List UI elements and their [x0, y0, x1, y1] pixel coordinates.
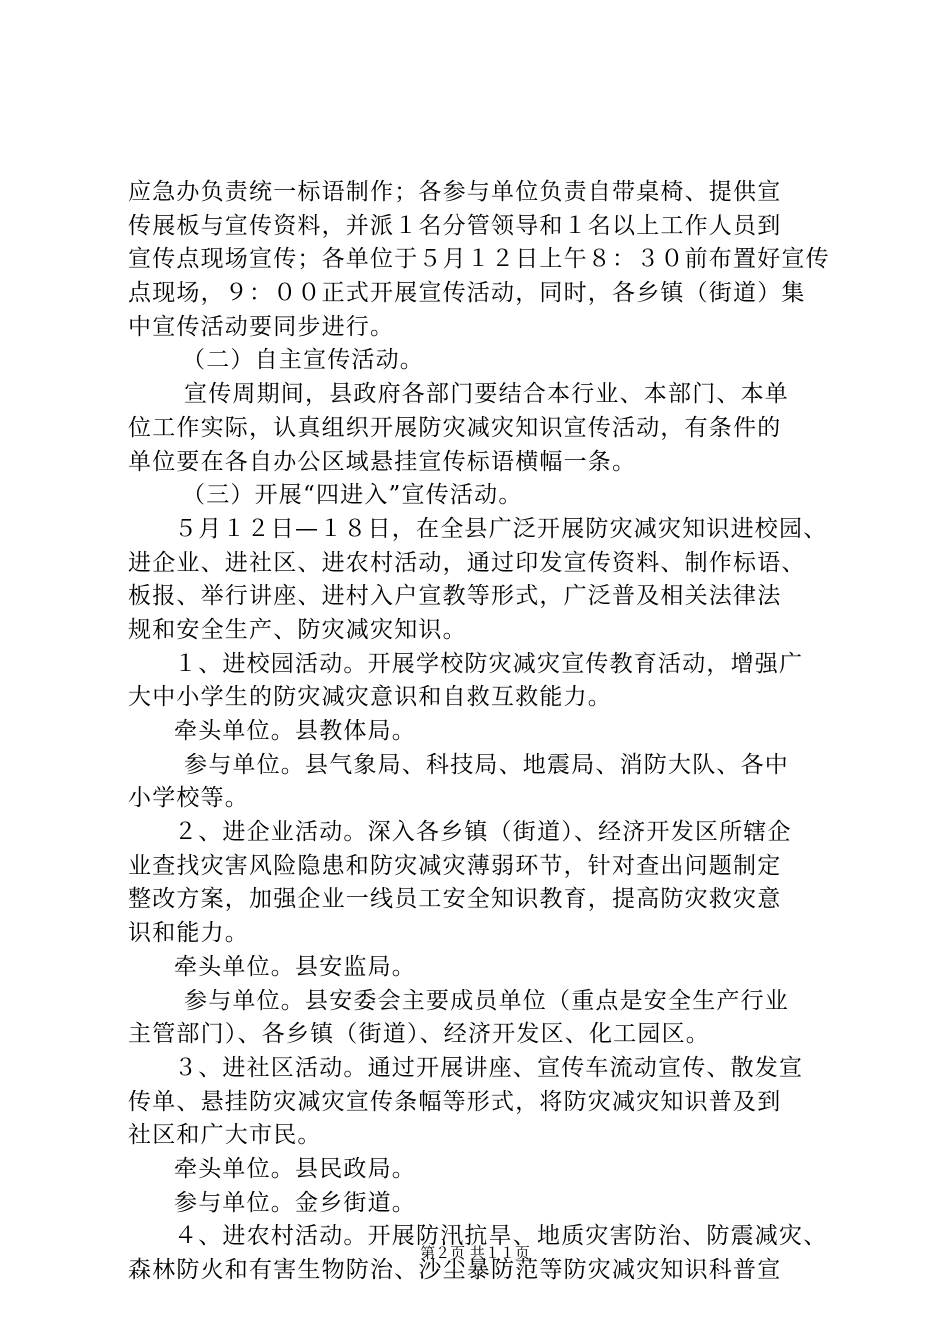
- paragraph-line: 大中小学生的防灾减灾意识和自救互救能力。: [128, 684, 612, 711]
- paragraph-line: 牵头单位。县民政局。: [174, 1155, 416, 1182]
- paragraph-line: 参与单位。金乡街道。: [174, 1189, 416, 1216]
- paragraph-line: 宣传点现场宣传；各单位于５月１２日上午８：３０前布置好宣传: [128, 246, 830, 273]
- paragraph-line: ２、进企业活动。深入各乡镇（街道）、经济开发区所辖企: [174, 819, 792, 846]
- paragraph-line: ３、进社区活动。通过开展讲座、宣传车流动宣传、散发宣: [174, 1054, 804, 1081]
- page-number-footer: 第２页 共１１页: [420, 1244, 530, 1262]
- section-heading: （三）开展“四进入”宣传活动。: [182, 482, 523, 509]
- paragraph-line: 主管部门）、各乡镇（街道）、经济开发区、化工园区。: [128, 1021, 710, 1048]
- paragraph-line: １、进校园活动。开展学校防灾减灾宣传教育活动，增强广: [174, 650, 804, 677]
- paragraph-line: 业查找灾害风险隐患和防灾减灾薄弱环节，针对查出问题制定: [128, 852, 782, 879]
- paragraph-line: 牵头单位。县安监局。: [174, 953, 416, 980]
- paragraph-line: 整改方案，加强企业一线员工安全知识教育，提高防灾救灾意: [128, 886, 782, 913]
- paragraph-line: 点现场，９：００正式开展宣传活动，同时，各乡镇（街道）集: [128, 280, 806, 307]
- paragraph-line: ４、进农村活动。开展防汛抗旱、地质灾害防治、防震减灾、: [174, 1223, 828, 1250]
- paragraph-line: 宣传周期间，县政府各部门要结合本行业、本部门、本单: [184, 381, 789, 408]
- paragraph-line: 规和安全生产、防灾减灾知识。: [128, 616, 467, 643]
- document-body: [128, 176, 836, 1288]
- paragraph-line: 识和能力。: [128, 920, 249, 947]
- paragraph-line: 参与单位。县安委会主要成员单位（重点是安全生产行业: [184, 987, 789, 1014]
- paragraph-line: 小学校等。: [128, 785, 249, 812]
- paragraph-line: 传单、悬挂防灾减灾宣传条幅等形式，将防灾减灾知识普及到: [128, 1088, 782, 1115]
- paragraph-line: 单位要在各自办公区域悬挂宣传标语横幅一条。: [128, 448, 637, 475]
- paragraph-line: ５月１２日—１８日，在全县广泛开展防灾减灾知识进校园、: [174, 515, 828, 542]
- paragraph-line: 进企业、进社区、进农村活动，通过印发宣传资料、制作标语、: [128, 549, 806, 576]
- paragraph-line: 牵头单位。县教体局。: [174, 718, 416, 744]
- paragraph-line: 传展板与宣传资料，并派１名分管领导和１名以上工作人员到: [128, 212, 782, 239]
- section-heading: （二）自主宣传活动。: [182, 347, 424, 374]
- paragraph-line: 板报、举行讲座、进村入户宣教等形式，广泛普及相关法律法: [128, 583, 782, 610]
- paragraph-line: 参与单位。县气象局、科技局、地震局、消防大队、各中: [184, 751, 789, 778]
- paragraph-line: 社区和广大市民。: [128, 1122, 322, 1149]
- paragraph-line: 中宣传活动要同步进行。: [128, 313, 395, 340]
- paragraph-line: 森林防火和有害生物防治、沙尘暴防范等防灾减灾知识科普宣: [128, 1257, 782, 1283]
- paragraph-line: 位工作实际，认真组织开展防灾减灾知识宣传活动，有条件的: [128, 414, 782, 441]
- paragraph-line: 应急办负责统一标语制作；各参与单位负责自带桌椅、提供宣: [128, 179, 782, 205]
